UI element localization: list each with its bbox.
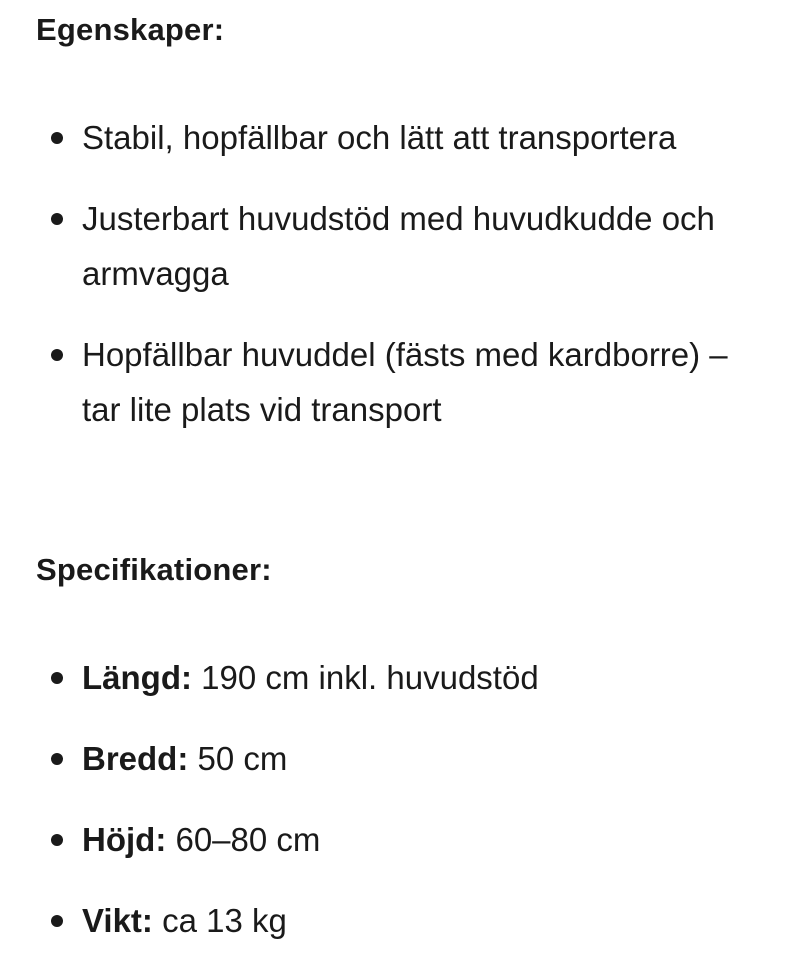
feature-item-huvuddel <box>0 327 795 437</box>
spec-item-height <box>0 812 795 867</box>
feature-text: Justerbart huvudstöd med huvudkudde och armvagga <box>82 200 715 292</box>
bullet-icon <box>51 132 63 144</box>
bullet-icon <box>51 213 63 225</box>
bullet-icon <box>51 672 63 684</box>
specs-heading: Specifikationer: <box>36 552 272 587</box>
spec-item-weight <box>0 893 795 948</box>
spec-key: Bredd: <box>82 740 189 777</box>
spec-item-length <box>0 650 795 705</box>
features-heading: Egenskaper: <box>36 12 225 47</box>
spec-key: Höjd: <box>82 821 167 858</box>
spec-key: Längd: <box>82 659 192 696</box>
spec-value: 60–80 cm <box>166 821 321 858</box>
features-list <box>0 110 795 463</box>
bullet-icon <box>51 753 63 765</box>
bullet-icon <box>51 834 63 846</box>
bullet-icon <box>51 915 63 927</box>
feature-item-stabil <box>0 110 795 165</box>
feature-text: Stabil, hopfällbar och lätt att transportera <box>82 119 677 156</box>
spec-key: Vikt: <box>82 902 153 939</box>
spec-value: ca 13 kg <box>152 902 287 939</box>
specs-list <box>0 650 795 974</box>
feature-item-huvudstod <box>0 191 795 301</box>
feature-text: Hopfällbar huvuddel (fästs med kardborre) – tar lite plats vid transport <box>82 336 728 428</box>
spec-value: 190 cm inkl. huvudstöd <box>191 659 539 696</box>
spec-value: 50 cm <box>188 740 288 777</box>
bullet-icon <box>51 349 63 361</box>
spec-item-width <box>0 731 795 786</box>
